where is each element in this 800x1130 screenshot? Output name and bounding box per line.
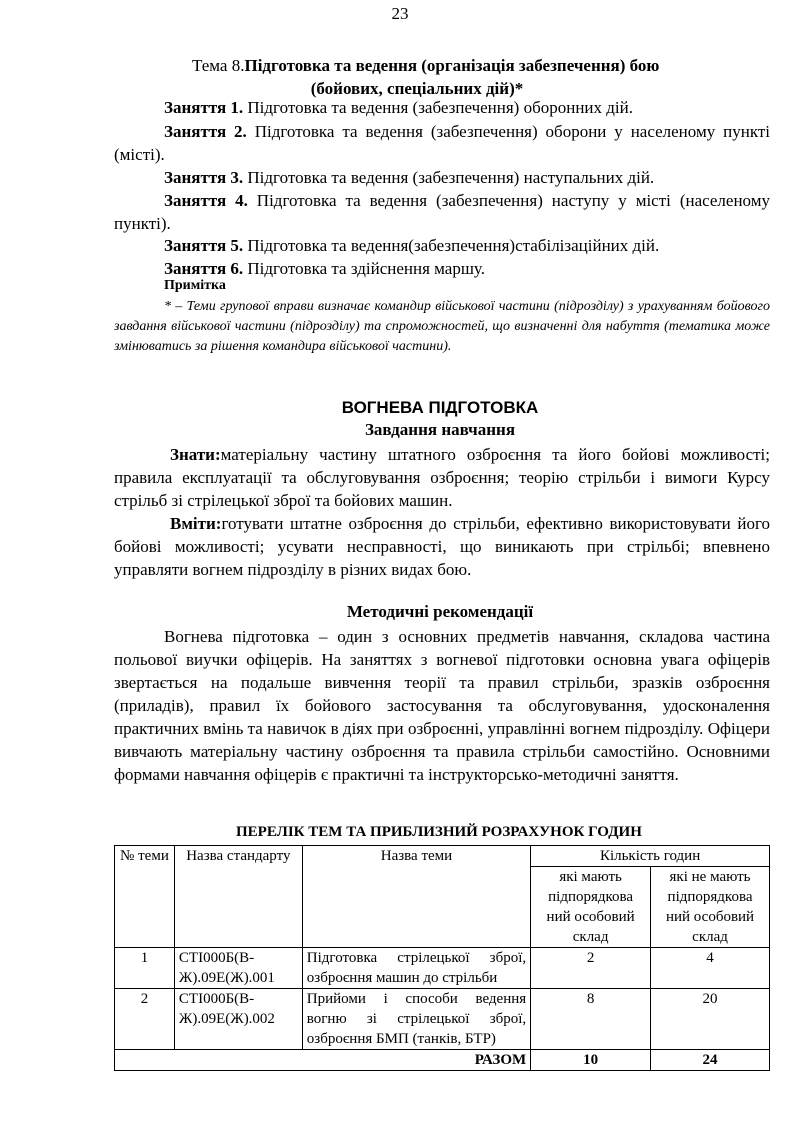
cell-num: 2 — [115, 989, 175, 1050]
cell-without: 20 — [651, 989, 770, 1050]
table-title: ПЕРЕЛІК ТЕМ ТА ПРИБЛИЗНИЙ РОЗРАХУНОК ГОДИН — [236, 824, 642, 840]
table-header-row — [115, 846, 770, 867]
lesson-label: Заняття 3. — [164, 168, 244, 187]
table-row — [115, 948, 770, 989]
table-row — [115, 989, 770, 1050]
methods-text: Вогнева підготовка – один з основних предметів навчання, складова частина польової виучки офіцерів. На заняттях з вогневої підготовки основна увага офіцерів звертається на подальше вивчення теорії та правил стрільби, зразків озброєння (приладів), правил їх бойового застосування та обслуговування, удосконалення практичних вмінь та навичок в діях при озброєнні, управлінні вогнем підрозділу. Офіцери вивчають матеріальну частину озброєння та правила стрільби самостійно. Основними формами навчання офіцерів є практичні та інструкторсько-методичні заняття. — [114, 627, 770, 784]
lesson-text: Підготовка та ведення (забезпечення) наступу у місті (населеному пункті). — [114, 191, 770, 233]
header-topic: Назва теми — [302, 846, 530, 948]
note-body: * – Теми групової вправи визначає командир військової частини (підрозділу) з урахуванням бойового завдання військової частини (підрозділу) та спроможностей, що визначенні для набуття (тематика може змінюватись за рішення командира військової частини). — [114, 299, 770, 354]
know-text: матеріальну частину штатного озброєння та його бойові можливості; правила експлуатації та обслуговування озброєння; теорію стрільби і вимоги Курсу стрільб зі стрілецької зброї та бойових машин. — [114, 445, 770, 510]
header-hours: Кількість годин — [531, 846, 770, 867]
lesson-item — [114, 166, 770, 189]
topic-prefix: Тема 8. — [192, 56, 245, 75]
table-total-row — [115, 1050, 770, 1071]
hours-table — [114, 845, 770, 1071]
methods-heading: Методичні рекомендації — [346, 602, 534, 621]
can-paragraph — [114, 512, 770, 581]
total-without: 24 — [651, 1050, 770, 1071]
total-label: РАЗОМ — [115, 1050, 531, 1071]
lesson-text: Підготовка та ведення (забезпечення) наступальних дій. — [243, 168, 655, 187]
cell-num: 1 — [115, 948, 175, 989]
lesson-label: Заняття 6. — [164, 259, 244, 278]
header-without-subordinates: які не мають підпорядкова ний особовий склад — [651, 867, 770, 948]
page-number: 23 — [391, 4, 409, 23]
lesson-label: Заняття 1. — [164, 98, 244, 117]
cell-with: 2 — [531, 948, 651, 989]
topic-title-line2: (бойових, спеціальних дій)* — [310, 79, 524, 98]
lesson-text: Підготовка та здійснення маршу. — [243, 259, 485, 278]
cell-topic: Підготовка стрілецької зброї, озброєння машин до стрільби — [302, 948, 530, 989]
header-num: № теми — [115, 846, 175, 948]
header-standard: Назва стандарту — [174, 846, 302, 948]
lesson-label: Заняття 4. — [164, 191, 248, 210]
cell-without: 4 — [651, 948, 770, 989]
cell-topic: Прийоми і способи ведення вогню зі стрілецької зброї, озброєння БМП (танків, БТР) — [302, 989, 530, 1050]
lesson-label: Заняття 5. — [164, 236, 244, 255]
cell-standard: СТІ000Б(В-Ж).09Е(Ж).002 — [174, 989, 302, 1050]
know-label: Знати: — [170, 445, 221, 464]
note-heading: Примітка — [164, 278, 226, 293]
lesson-item — [114, 257, 770, 280]
topic-title — [192, 54, 772, 100]
lesson-label: Заняття 2. — [164, 122, 247, 141]
lesson-item — [114, 189, 770, 235]
cell-standard: СТІ000Б(В-Ж).09Е(Ж).001 — [174, 948, 302, 989]
topic-title-line1: Підготовка та ведення (організація забезпечення) бою — [244, 56, 660, 75]
lesson-item — [114, 120, 770, 166]
can-text: готувати штатне озброєння до стрільби, ефективно використовувати його бойові можливості; усувати несправності, що виникають при стрільбі; впевнено управляти вогнем підрозділу в різних видах бою. — [114, 514, 770, 579]
note-text — [114, 297, 770, 357]
methods-paragraph — [114, 625, 770, 786]
header-with-subordinates: які мають підпорядкова ний особовий склад — [531, 867, 651, 948]
lesson-text: Підготовка та ведення(забезпечення)стабілізаційних дій. — [243, 236, 660, 255]
lesson-text: Підготовка та ведення (забезпечення) оборони у населеному пункті (місті). — [114, 122, 771, 164]
lesson-text: Підготовка та ведення (забезпечення) оборонних дій. — [243, 98, 634, 117]
can-label: Вміти: — [170, 514, 222, 533]
know-paragraph — [114, 443, 770, 512]
total-with: 10 — [531, 1050, 651, 1071]
section-title: ВОГНЕВА ПІДГОТОВКА — [341, 398, 539, 417]
cell-with: 8 — [531, 989, 651, 1050]
lesson-item — [114, 234, 770, 257]
tasks-heading: Завдання навчання — [364, 420, 516, 439]
lesson-item — [114, 96, 770, 119]
